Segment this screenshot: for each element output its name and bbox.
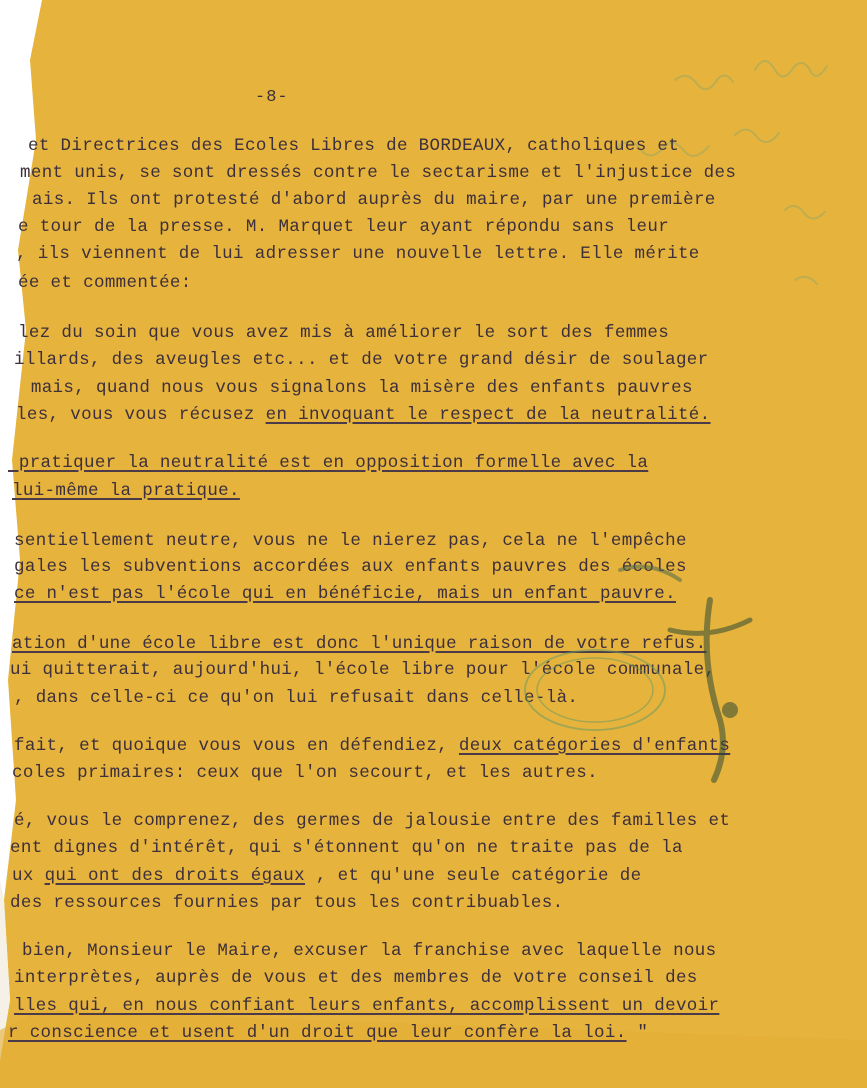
line-text: coles primaires: ceux que l'on secourt, et les autres. [12, 763, 598, 783]
underlined-text: deux catégories d'enfants [458, 736, 731, 756]
text-line [10, 838, 683, 858]
line-text: , dans celle-ci ce qu'on lui refusait dans celle-là. [14, 688, 579, 708]
underlined-text: pratiquer la neutralité est en opposition formelle avec la [8, 453, 649, 473]
text-line [28, 136, 679, 156]
line-text: fait, et quoique vous vous en défendiez, [14, 736, 459, 756]
line-text: les, vous vous récusez [16, 405, 266, 425]
text-line [8, 453, 648, 473]
line-text: bien, Monsieur le Maire, excuser la franchise avec laquelle nous [22, 941, 717, 961]
text-line [10, 893, 563, 913]
text-line [14, 811, 730, 831]
line-text-after: " [626, 1023, 649, 1043]
line-text-after: , et qu'une seule catégorie de [305, 866, 642, 886]
text-line [20, 378, 693, 398]
line-text: e tour de la presse. M. Marquet leur ayant répondu sans leur [18, 217, 670, 237]
text-line [18, 217, 669, 237]
underlined-text: qui ont des droits égaux [44, 866, 306, 886]
text-line [12, 481, 240, 501]
line-text: ais. Ils ont protesté d'abord auprès du maire, par une première [32, 190, 716, 210]
text-line [14, 688, 578, 708]
text-line [22, 941, 717, 961]
text-line [14, 350, 709, 370]
line-text: ée et commentée: [18, 273, 192, 293]
underlined-text: lles qui, en nous confiant leurs enfants, accomplissent un devoir [14, 996, 720, 1016]
line-text: des ressources fournies par tous les contribuables. [10, 893, 564, 913]
text-line [8, 1023, 648, 1043]
line-text: et Directrices des Ecoles Libres de BORDEAUX, catholiques et [28, 136, 680, 156]
text-line [18, 273, 192, 293]
text-line [16, 405, 711, 425]
underlined-text: lui-même la pratique. [12, 481, 240, 501]
line-text: ux [12, 866, 45, 886]
line-text: ment unis, se sont dressés contre le sectarisme et l'injustice des [20, 163, 737, 183]
line-text: illards, des aveugles etc... et de votre grand désir de soulager [14, 350, 709, 370]
line-text: ent dignes d'intérêt, qui s'étonnent qu'on ne traite pas de la [10, 838, 683, 858]
text-line [32, 190, 716, 210]
line-text: lez du soin que vous avez mis à améliorer le sort des femmes [18, 323, 670, 343]
text-line [14, 996, 719, 1016]
line-text: ui quitterait, aujourd'hui, l'école libre pour l'école communale, [10, 660, 716, 680]
text-line [12, 866, 641, 886]
text-line [16, 244, 700, 264]
line-text: , ils viennent de lui adresser une nouvelle lettre. Elle mérite [16, 244, 700, 264]
underlined-text: en invoquant le respect de la neutralité. [265, 405, 711, 425]
line-text: sentiellement neutre, vous ne le nierez pas, cela ne l'empêche [14, 531, 687, 551]
line-text: interprètes, auprès de vous et des membres de votre conseil des [14, 968, 698, 988]
line-text: é, vous le comprenez, des germes de jalousie entre des familles et [14, 811, 731, 831]
text-line [14, 968, 698, 988]
text-line [20, 163, 736, 183]
underlined-text: ce n'est pas l'école qui en bénéficie, mais un enfant pauvre. [14, 584, 676, 604]
underlined-text: r conscience et usent d'un droit que leur confère la loi. [8, 1023, 627, 1043]
line-text: mais, quand nous vous signalons la misère des enfants pauvres [20, 378, 693, 398]
line-text: gales les subventions accordées aux enfants pauvres des écoles [14, 557, 687, 577]
ink-stamp [500, 540, 800, 800]
underlined-text: ation d'une école libre est donc l'unique raison de votre refus. [12, 634, 707, 654]
text-line [18, 323, 669, 343]
page-number: -8- [255, 88, 289, 107]
